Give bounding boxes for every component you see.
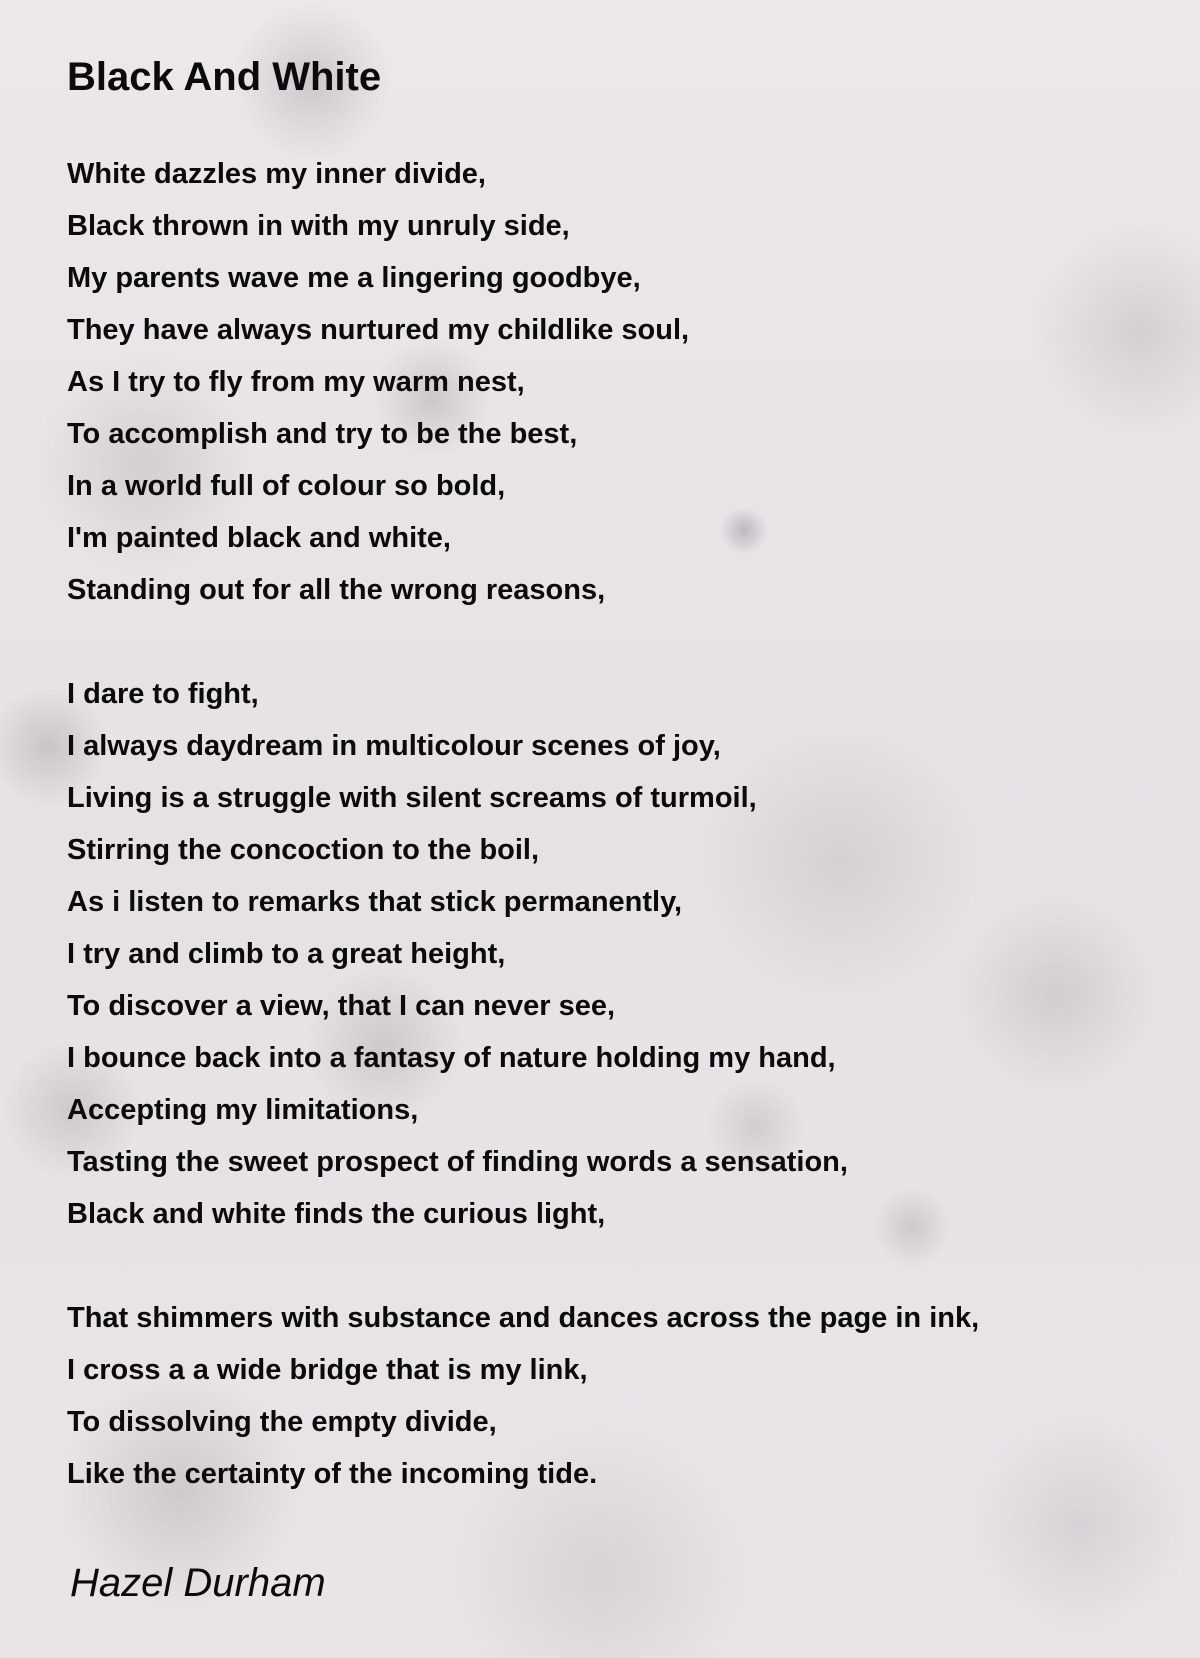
poem-title: Black And White	[67, 55, 382, 99]
poem-line: As I try to fly from my warm nest,	[67, 366, 525, 398]
poem-line: To dissolving the empty divide,	[67, 1406, 497, 1438]
stanza-1	[67, 148, 1177, 616]
poem-line: I'm painted black and white,	[67, 522, 451, 554]
poem-line: To accomplish and try to be the best,	[67, 418, 578, 450]
poem-line: To discover a view, that I can never see,	[67, 990, 616, 1022]
poem-line: I always daydream in multicolour scenes of joy,	[67, 730, 721, 762]
poem-line: That shimmers with substance and dances across the page in ink,	[67, 1302, 980, 1334]
poem-line: Black thrown in with my unruly side,	[67, 210, 570, 242]
poem-author: Hazel Durham	[70, 1561, 326, 1605]
poem-line: White dazzles my inner divide,	[67, 158, 486, 190]
poem-line: Accepting my limitations,	[67, 1094, 419, 1126]
poem-line: As i listen to remarks that stick permanently,	[67, 886, 683, 918]
poem-line: In a world full of colour so bold,	[67, 470, 506, 502]
poem-line: Tasting the sweet prospect of finding words a sensation,	[67, 1146, 848, 1178]
poem-line: Stirring the concoction to the boil,	[67, 834, 540, 866]
stanza-3	[67, 1292, 1177, 1500]
poem-line: I cross a a wide bridge that is my link,	[67, 1354, 588, 1386]
poem-line: Standing out for all the wrong reasons,	[67, 574, 606, 606]
poem-line: They have always nurtured my childlike soul,	[67, 314, 690, 346]
poem-line: Living is a struggle with silent screams of turmoil,	[67, 782, 757, 814]
poem-body	[67, 148, 1177, 1552]
poem-line: I try and climb to a great height,	[67, 938, 506, 970]
poem-line: Black and white finds the curious light,	[67, 1198, 606, 1230]
poem-line: I dare to fight,	[67, 678, 259, 710]
poem-line: I bounce back into a fantasy of nature holding my hand,	[67, 1042, 836, 1074]
poem-line: My parents wave me a lingering goodbye,	[67, 262, 641, 294]
stanza-2	[67, 668, 1177, 1240]
poem-line: Like the certainty of the incoming tide.	[67, 1458, 598, 1490]
